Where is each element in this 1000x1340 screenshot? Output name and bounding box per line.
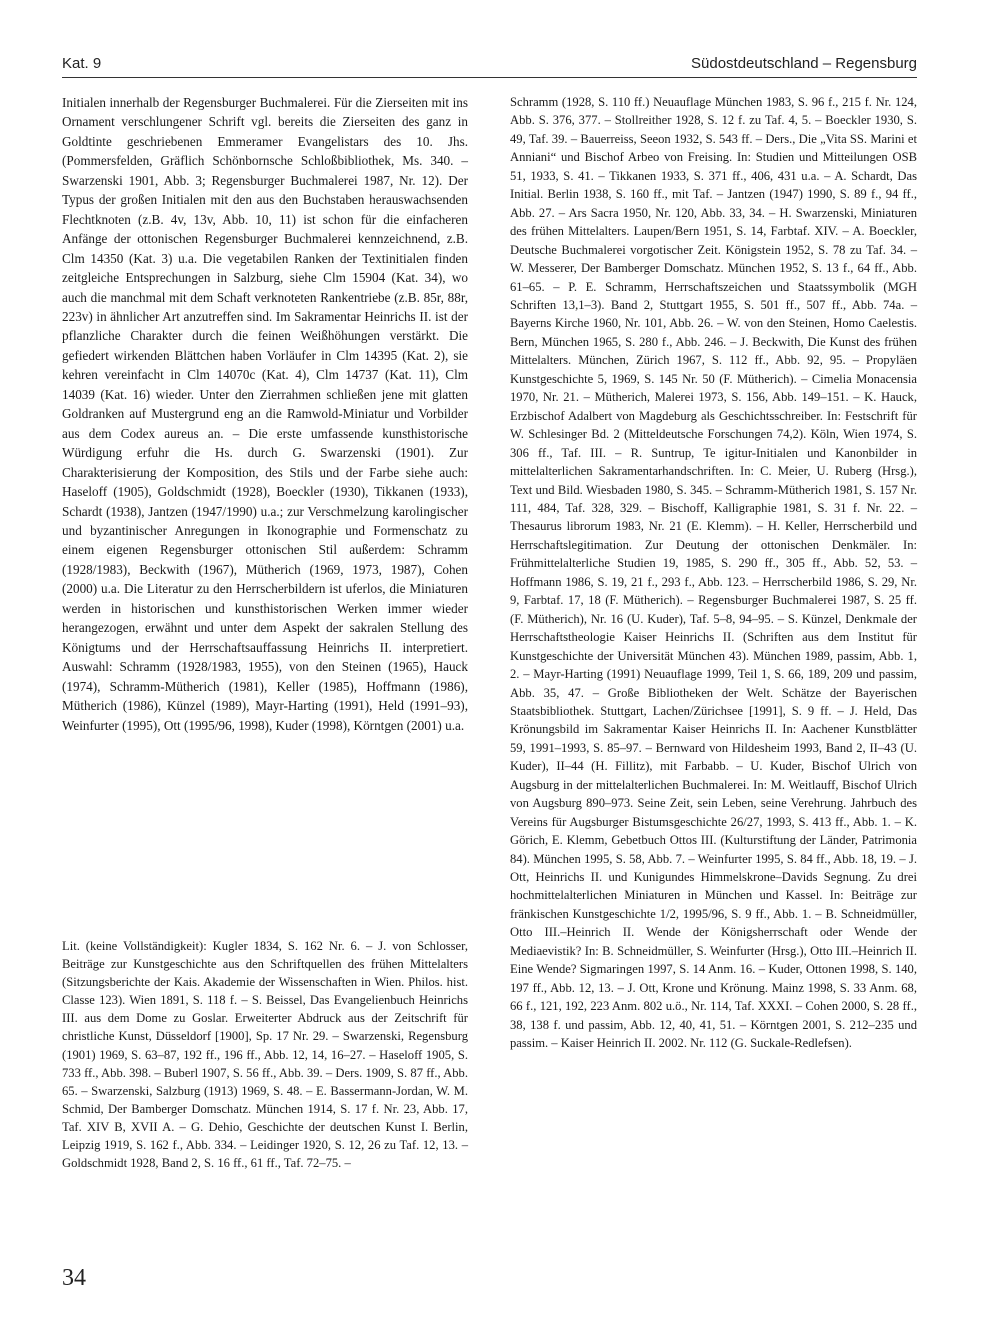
literature-continued: Schramm (1928, S. 110 ff.) Neuauflage München 1983, S. 96 f., 215 f. Nr. 124, Abb. S. 376, 377. – Stollreither 1928, S. 12 f. zu Taf. 4, 5. – Boeckler 1930, S. 49, Taf. 39. – Bauerreiss, Seeon 1932, S. 543 ff. – Ders., Die „Vita SS. Marini et Anniani“ und Bischof Arbeo von Freising. In: Studien und Mitteilungen OSB 51, 1933, S. 41. – Tikkanen 1933, S. 371 ff., 406, 431 u.a. – A. Schardt, Das Initial. Berlin 1938, S. 160 ff., mit Taf. – Jantzen (1947) 1990, S. 89 f., 94 ff., Abb. 27. – Ars Sacra 1950, Nr. 120, Abb. 33, 34. – H. Swarzenski, Miniaturen des frühen Mittelalters. Laupen/Bern 1951, S. 14, Farbtaf. XIV. – A. Boeckler, Deutsche Buchmalerei vorgotischer Zeit. Königstein 1952, S. 78 zu Taf. 34. – W. Messerer, Der Bamberger Domschatz. München 1952, S. 13 f., 64 ff., Abb. 61–65. – P. E. Schramm, Herrschaftszeichen und Staatssymbolik (MGH Schriften 13,1–3). Band 2, Stuttgart 1955, S. 501 ff., 507 ff., Abb. 74a. – Bayerns Kirche 1960, Nr. 101, Abb. 26. – W. von den Steinen, Homo Caelestis. Bern, München 1965, S. 280 f., Abb. 246. – J. Beckwith, Die Kunst des frühen Mittelalters. München, Zürich 1967, S. 112 ff., Abb. 92, 95. – Propyläen Kunstgeschichte 5, 1969, S. 145 Nr. 50 (F. Mütherich). – Cimelia Monacensia 1970, Nr. 21. – Mütherich, Malerei 1973, S. 156, Abb. 149–151. – K. Hauck, Erzbischof Adalbert von Magdeburg als Geschichtsschreiber. In: Festschrift für W. Schlesinger Bd. 2 (Mitteldeutsche Forschungen 74,2). Köln, Wien 1974, S. 306 ff., Taf. III. – R. Suntrup, Te igitur-Initialen und Kanonbilder in mittelalterlichen Sakramentarhandschriften. In: C. Meier, U. Ruberg (Hrsg.), Text und Bild. Wiesbaden 1980, S. 345. – Schramm-Mütherich 1981, S. 157 Nr. 111, 484, Taf. 328, 329. – Bischoff, Kalligraphie 1981, S. 31 f. Nr. 22. – Thesaurus librorum 1983, Nr. 21 (E. Klemm). – H. Keller, Herrscherbild und Herrschaftslegitimation. Zur Deutung der ottonischen Denkmäler. In: Frühmittelalterliche Studien 19, 1985, S. 290 ff., 305 ff., Abb. 52, 53. – Hoffmann 1986, S. 19, 21 f., 293 f., Abb. 123. – Herrscherbild 1986, S. 29, Nr. 9, Farbtaf. 17, 18 (F. Mütherich). – Regensburger Buchmalerei 1987, S. 25 ff. (F. Mütherich), Nr. 16 (U. Kuder), Taf. 5–8, 94–95. – S. Künzel, Denkmale der Herrschaftstheologie Kaiser Heinrichs II. (Schriften aus dem Institut für Kunstgeschichte der Universität München 43). München 1989, passim, Abb. 1, 2. – Mayr-Harting (1991) Neuauflage 1999, Teil 1, S. 66, 189, 209 und passim, Abb. 35, 47. – Große Bibliotheken der Welt. Schätze der Bayerischen Staatsbibliothek. Stuttgart, Lachen/Zürichsee [1991], S. 9 ff. – J. Held, Das Krönungsbild im Sakramentar Kaiser Heinrichs II. In: Aachener Kunstblätter 59, 1991–1993, S. 85–97. – Bernward von Hildesheim 1993, Band 2, II–43 (U. Kuder), II–44 (H. Fillitz), mit Farbabb. – U. Kuder, Bischof Ulrich von Augsburg in der mittelalterlichen Buchmalerei. In: M. Weitlauff, Bischof Ulrich von Augsburg 890–973. Seine Zeit, sein Leben, seine Verehrung. Jahrbuch des Vereins für Augsburger Bistumsgeschichte 26/27, 1993, S. 413 ff., Abb. 1. – K. Görich, E. Klemm, Gebetbuch Ottos III. (Kulturstiftung der Länder, Patrimonia 84). München 1995, S. 58, Abb. 7. – Weinfurter 1995, S. 84 ff., Abb. 18, 19. – J. Ott, Heinrichs II. und Kunigundes Himmelskrone–Davids Segnung. Zu drei hochmittelalterlichen Miniaturen in München und Kassel. In: Beiträge zur fränkischen Kunstgeschichte 1/2, 1995/96, S. 9 ff., Abb. 1. – B. Schneidmüller, Otto III.–Heinrich II. Wende der Königsherrschaft oder Wende der Mediaevistik? In: B. Schneidmüller, S. Weinfurter (Hrsg.), Otto III.–Heinrich II. Eine Wende? Sigmaringen 1997, S. 14 Anm. 16. – Kuder, Ottonen 1998, S. 140, 197 ff., Abb. 12, 13. – J. Ott, Krone und Krönung. Mainz 1998, S. 33 Anm. 68, 66 f., 121, 192, 223 Anm. 802 u.ö., Nr. 114, Taf. XXXI. – Cohen 2000, S. 28 ff., 38, 138 f. und passim, Abb. 12, 40, 41, 51. – Körntgen 2001, S. 212–235 und passim. – Kaiser Heinrich II. 2002. Nr. 112 (G. Suckale-Redlefsen). (510, 95, 917, 1051)
body-paragraph: Initialen innerhalb der Regensburger Buchmalerei. Für die Zierseiten mit ins Ornament verschlungener Schrift vgl. bereits die Zierseiten des ganz in Goldtinte geschriebenen Emmeramer Evangelistars des 10. Jhs. (Pommersfelden, Gräflich Schönbornsche Schloßbibliothek, Ms. 340. – Swarzenski 1901, Abb. 3; Regensburger Buchmalerei 1987, Nr. 12). Der Typus der großen Initialen mit den aus den Buchstaben herauswachsenden Flechtknoten (z.B. 4v, 13v, Abb. 10, 11) ist schon für die einfacheren Anfänge der ottonischen Regensburger Buchmalerei kennzeichnend, z.B. Clm 14350 (Kat. 3) u.a. Die vegetabilen Ranken der Textinitialen finden zeitgleiche Entsprechungen in Salzburg, siehe Clm 15904 (Kat. 34), wo auch die manchmal mit dem Schaft verknoteten Rankentriebe (z.B. 85r, 88r, 223v) in ähnlicher Art anzutreffen sind. Im Sakramentar Heinrichs II. ist der pflanzliche Charakter durch die feinen Weißhöhungen verstärkt. Die gefiedert wirkenden Blättchen haben Vorläufer in Clm 14395 (Kat. 2), sie kehren vereinfacht in Clm 14070c (Kat. 4), Clm 14737 (Kat. 11), Clm 14039 (Kat. 16) wieder. Unter den Zierrahmen schließen jene mit glatten Goldranken auf Mustergrund eng an die Ramwold-Miniatur und Vorbilder aus dem Codex aureus an. – Die erste umfassende kunsthistorische Würdigung erfuhr die Hs. durch G. Swarzenski (1901). Zur Charakterisierung der Komposition, des Stils und der Farbe siehe auch: Haseloff (1905), Goldschmidt (1928), Boeckler (1930), Tikkanen (1933), Schardt (1938), Jantzen (1947/1990) u.a.; zur Verschmelzung karolingischer und byzantinischer Anregungen in Ikonographie und Formenschatz zu einem eigenen Regensburger ottonischen Stil außerdem: Schramm (1928/1983), Beckwith (1967), Mütherich (1969, 1973, 1987), Cohen (2000) u.a. Die Literatur zu den Herrscherbildern ist uferlos, die Miniaturen werden in historischen und kunsthistorischen Werken immer wieder herangezogen, erwähnt und unter dem Aspekt der sakralen Stellung des Königtums und der Herrschaftsauffassung Heinrichs II. interpretiert. Auswahl: Schramm (1928/1983, 1955), von den Steinen (1965), Hauck (1974), Schramm-Mütherich (1981), Keller (1985), Hoffmann (1986), Mütherich (1986), Künzel (1989), Mayr-Harting (1991), Held (1991–93), Weinfurter (1995), Ott (1995/96, 1998), Kuder (1998), Körntgen (2001) u.a. (62, 95, 468, 733)
right-column (510, 93, 917, 1053)
catalog-number: Kat. 9 (62, 55, 102, 72)
literature-list-start (62, 937, 468, 1172)
header-rule (62, 77, 917, 78)
section-title: Südostdeutschland – Regensburg (691, 55, 917, 72)
left-column (62, 93, 468, 735)
page-number: 34 (62, 1265, 86, 1291)
literature-paragraph: Lit. (keine Vollständigkeit): Kugler 1834, S. 162 Nr. 6. – J. von Schlosser, Beiträge zur Kunstgeschichte aus den Schriftquellen des frühen Mittelalters (Sitzungsberichte der Kais. Akademie der Wissenschaften in Wien. Philos. hist. Classe 123). Wien 1891, S. 118 f. – S. Beissel, Das Evangelienbuch Heinrichs III. aus dem Dome zu Goslar. Erweiterter Abdruck aus der Zeitschrift für christliche Kunst, Düsseldorf [1900], Sp. 17 Nr. 29. – Swarzenski, Regensburg (1901) 1969, S. 63–87, 192 ff., 196 ff., Abb. 12, 14, 16–27. – Haseloff 1905, S. 733 ff., Abb. 398. – Buberl 1907, S. 56 ff., Abb. 39. – Ders. 1909, S. 87 ff., Abb. 65. – Swarzenski, Salzburg (1913) 1969, S. 48. – E. Bassermann-Jordan, W. M. Schmid, Der Bamberger Domschatz. München 1914, S. 17 f. Nr. 23, Abb. 17, Taf. XIV B, XVII A. – G. Dehio, Geschichte der deutschen Kunst I. Berlin, Leipzig 1919, S. 162 f., Abb. 334. – Leidinger 1920, S. 12, 26 zu Taf. 12, 13. – Goldschmidt 1928, Band 2, S. 16 ff., 61 ff., Taf. 72–75. – (62, 939, 468, 1171)
running-header (62, 52, 917, 78)
